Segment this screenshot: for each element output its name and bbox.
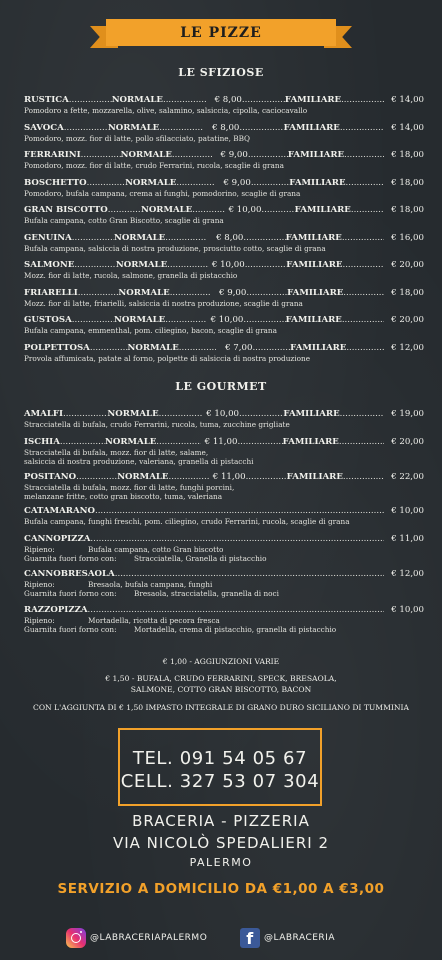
extras-line-1: € 1,00 - AGGIUNZIONI VARIE: [162, 657, 280, 666]
instagram-handle: @LABRACERIAPALERMO: [90, 933, 208, 943]
brand-name: BRACERIA - PIZZERIA: [132, 812, 310, 830]
filling-label: Ripieno:: [24, 580, 55, 589]
price-familiare: € 14,00: [391, 122, 425, 133]
menu-item-line: [24, 205, 424, 216]
dot-leader: [243, 315, 285, 325]
dot-leader: [72, 233, 114, 243]
price-single: € 11,00: [391, 534, 424, 544]
pizza-ingredients: Bufala campana, emmenthal, pom. ciliegino, bacon, scaglie di grana: [24, 326, 277, 335]
extras-line-3: SALMONE, COTTO GRAN BISCOTTO, BACON: [130, 685, 312, 694]
dot-leader: [341, 95, 384, 105]
instagram-link[interactable]: [66, 928, 207, 948]
pizza-ingredients-cont: melanzane fritte, cotto gran biscotto, tuma, valeriana: [24, 492, 223, 501]
dot-leader: [165, 315, 207, 325]
menu-item-line: [24, 123, 424, 134]
filling-value: Bresaola, bufala campana, funghi: [88, 580, 213, 589]
menu-item-line: [24, 178, 424, 189]
dot-leader: [76, 472, 117, 482]
topping-label: Guarnita fuori forno con:: [24, 625, 117, 634]
price-familiare: € 20,00: [391, 315, 424, 325]
facebook-icon: f: [240, 928, 260, 948]
size-familiare-label: FAMILIARE: [286, 260, 343, 270]
filling-value: Bufala campana, cotto Gran biscotto: [88, 545, 224, 554]
pizza-name: BOSCHETTO: [24, 177, 87, 188]
menu-item: [24, 437, 424, 466]
menu-item: [24, 409, 424, 429]
menu-item: [24, 315, 424, 335]
menu-item-line: [24, 534, 424, 545]
menu-item: [24, 534, 424, 563]
menu-item: [24, 605, 424, 634]
size-familiare-label: FAMILIARE: [287, 150, 345, 160]
dot-leader: [343, 472, 384, 482]
facebook-link[interactable]: [240, 928, 335, 948]
size-normal-label: NORMALE: [127, 342, 179, 353]
dot-leader: [192, 205, 225, 215]
dot-leader: [342, 315, 384, 325]
size-familiare-label: FAMILIARE: [283, 409, 340, 419]
menu-item-line: [24, 569, 424, 580]
dot-leader: [176, 178, 214, 188]
instagram-icon: [66, 928, 86, 948]
size-familiare-label: FAMILIARE: [285, 315, 342, 325]
contact-box: [118, 728, 322, 806]
menu-item: [24, 472, 424, 501]
menu-item: [24, 233, 424, 253]
dot-leader: [245, 260, 287, 270]
pizza-name: CATAMARANO: [24, 506, 95, 516]
pizza-ingredients: Bufala campana, cotto Gran Biscotto, scaglie di grana: [24, 216, 224, 225]
menu-item-line: [24, 409, 424, 420]
pizza-name: RAZZOPIZZA: [24, 605, 88, 615]
price-normal: € 11,00: [212, 472, 246, 482]
dot-leader: [346, 343, 384, 353]
dot-leader: [172, 150, 212, 160]
price-familiare: € 20,00: [391, 260, 425, 270]
price-familiare: € 18,00: [391, 287, 424, 298]
pizza-ingredients: Stracciatella di bufala, mozz. fior di latte, salame,: [24, 448, 209, 457]
filling-value: Mortadella, ricotta di pecora fresca: [88, 616, 220, 625]
dot-leader: [69, 95, 112, 105]
size-familiare-label: FAMILIARE: [283, 122, 340, 133]
size-familiare-label: FAMILIARE: [290, 342, 347, 353]
pizza-ingredients-cont: salsiccia di nostra produzione, valeriana, granella di pistacchi: [24, 457, 254, 466]
menu-item: [24, 150, 424, 170]
dot-leader: [163, 95, 206, 105]
pizza-ingredients: Mozz. fior di latte, rucola, salmone, granella di pistacchio: [24, 271, 238, 280]
extras-line-2: € 1,50 - BUFALA, CRUDO FERRARINI, SPECK, BRESAOLA,: [105, 674, 337, 683]
section-title-gourmet: LE GOURMET: [175, 380, 267, 393]
menu-item: [24, 569, 424, 598]
dot-leader: [167, 260, 209, 270]
topping-line: [24, 589, 424, 598]
pizza-ingredients: Pomodoro a fette, mozzarella, olive, salamino, salsiccia, cipolla, caciocavallo: [24, 106, 308, 115]
size-normal-label: NORMALE: [140, 205, 193, 215]
menu-item-line: [24, 315, 424, 326]
price-familiare: € 19,00: [391, 409, 425, 419]
pizza-ingredients: Bufala campana, funghi freschi, pom. ciliegino, crudo Ferrarini, rucola, scaglie di grana: [24, 517, 350, 526]
price-normal: € 10,00: [210, 315, 244, 325]
dot-leader: [246, 288, 287, 298]
dot-leader: [340, 409, 384, 419]
pizza-name: FRIARELLI: [24, 287, 78, 298]
pizza-name: GRAN BISCOTTO: [24, 205, 108, 215]
topping-label: Guarnita fuori forno con:: [24, 554, 117, 563]
menu-item: [24, 506, 424, 526]
menu-item: [24, 343, 424, 363]
menu-item-line: [24, 437, 424, 448]
size-normal-label: NORMALE: [107, 409, 159, 419]
menu-item-line: [24, 260, 424, 271]
topping-label: Guarnita fuori forno con:: [24, 589, 117, 598]
dot-leader: [340, 123, 384, 133]
pizza-name: ISCHIA: [24, 437, 60, 447]
dot-leader: [88, 605, 384, 615]
pizza-name: RUSTICA: [24, 95, 69, 105]
price-normal: € 8,00: [214, 95, 242, 105]
menu-item-line: [24, 288, 424, 299]
dot-leader: [351, 205, 384, 215]
dot-leader: [170, 288, 211, 298]
dot-leader: [72, 315, 114, 325]
dot-leader: [239, 123, 283, 133]
size-normal-label: NORMALE: [115, 260, 168, 270]
price-normal: € 9,00: [219, 287, 247, 298]
price-normal: € 8,00: [216, 232, 244, 243]
section-title-sfiziose: LE SFIZIOSE: [178, 66, 264, 79]
size-normal-label: NORMALE: [118, 287, 170, 298]
price-familiare: € 18,00: [391, 150, 425, 160]
menu-item: [24, 260, 424, 280]
size-familiare-label: FAMILIARE: [286, 472, 343, 482]
dot-leader: [64, 123, 108, 133]
menu-item-line: [24, 472, 424, 483]
size-normal-label: NORMALE: [113, 315, 166, 325]
dot-leader: [90, 343, 128, 353]
menu-item-line: [24, 150, 424, 161]
dot-leader: [115, 569, 384, 579]
menu-item-line: [24, 343, 424, 354]
dot-leader: [346, 178, 384, 188]
dot-leader: [63, 409, 107, 419]
dot-leader: [78, 288, 119, 298]
dot-leader: [252, 343, 290, 353]
menu-item-line: [24, 506, 424, 517]
dot-leader: [342, 233, 384, 243]
price-familiare: € 12,00: [391, 342, 424, 353]
size-familiare-label: FAMILIARE: [282, 437, 339, 447]
price-familiare: € 18,00: [391, 177, 424, 188]
dot-leader: [156, 437, 201, 447]
dot-leader: [87, 178, 125, 188]
dot-leader: [108, 205, 141, 215]
topping-value: Mortadella, crema di pistacchio, granella di pistacchio: [134, 625, 337, 634]
dot-leader: [95, 506, 384, 516]
brand-city: PALERMO: [189, 856, 253, 869]
dot-leader: [237, 437, 282, 447]
delivery-info: SERVIZIO A DOMICILIO DA €1,00 A €3,00: [57, 881, 385, 897]
pizza-name: SALMONE: [24, 260, 75, 270]
dot-leader: [74, 260, 116, 270]
dot-leader: [81, 150, 121, 160]
dot-leader: [251, 178, 289, 188]
dot-leader: [248, 150, 288, 160]
pizza-name: SAVOCA: [24, 122, 64, 133]
price-single: € 12,00: [391, 569, 424, 579]
dot-leader: [246, 472, 287, 482]
menu-item: [24, 178, 424, 198]
pizza-name: FERRARINI: [24, 150, 81, 160]
extras-line-4: CON L'AGGIUNTA DI € 1,50 IMPASTO INTEGRALE DI GRANO DURO SICILIANO DI TUMMINIA: [33, 703, 409, 712]
pizza-ingredients: Provola affumicata, patate al forno, polpette di salsiccia di nostra produzione: [24, 353, 311, 363]
pizza-ingredients: Pomodoro, mozz. fior di latte, pollo sfilacciato, patatine, BBQ: [24, 133, 250, 143]
topping-line: [24, 625, 424, 634]
topping-value: Stracciatella, Granella di pistacchio: [134, 554, 267, 563]
pizza-ingredients: Bufala campana, salsiccia di nostra produzione, prosciutto cotto, scaglie di grana: [24, 243, 326, 253]
dot-leader: [60, 437, 105, 447]
filling-line: [24, 580, 424, 589]
dot-leader: [342, 260, 384, 270]
price-normal: € 11,00: [204, 437, 238, 447]
price-familiare: € 22,00: [391, 472, 424, 482]
dot-leader: [242, 95, 285, 105]
menu-item: [24, 288, 424, 308]
pizza-name: CANNOPIZZA: [24, 534, 91, 544]
pizza-name: POSITANO: [24, 472, 77, 482]
dot-leader: [179, 343, 217, 353]
filling-label: Ripieno:: [24, 616, 55, 625]
filling-line: [24, 545, 424, 554]
dot-leader: [239, 409, 283, 419]
pizza-name: GUSTOSA: [24, 315, 72, 325]
price-normal: € 10,00: [228, 205, 262, 215]
price-normal: € 8,00: [212, 122, 240, 133]
size-normal-label: NORMALE: [113, 232, 166, 243]
pizza-name: AMALFI: [24, 409, 64, 419]
price-familiare: € 18,00: [391, 205, 425, 215]
size-familiare-label: FAMILIARE: [284, 95, 342, 105]
menu-title: LE PIZZE: [106, 19, 336, 46]
menu-item-line: [24, 233, 424, 244]
price-single: € 10,00: [391, 506, 424, 516]
pizza-ingredients: Pomodoro, bufala campana, crema ai funghi, pomodorino, scaglie di grana: [24, 188, 301, 198]
dot-leader: [339, 437, 384, 447]
price-familiare: € 16,00: [391, 232, 424, 243]
size-normal-label: NORMALE: [120, 150, 172, 160]
dot-leader: [344, 150, 384, 160]
pizza-ingredients: Stracciatella di bufala, crudo Ferrarini, rucola, tuma, zucchine grigliate: [24, 420, 290, 429]
phone-number[interactable]: TEL. 091 54 05 67: [132, 748, 308, 769]
size-normal-label: NORMALE: [111, 95, 163, 105]
dot-leader: [261, 205, 294, 215]
facebook-handle: @LABRACERIA: [264, 933, 335, 943]
price-normal: € 10,00: [206, 409, 240, 419]
pizza-ingredients: Stracciatella di bufala, mozz. fior di latte, funghi porcini,: [24, 483, 235, 492]
pizza-name: GENUINA: [24, 232, 72, 243]
dot-leader: [243, 233, 285, 243]
dot-leader: [159, 123, 203, 133]
dot-leader: [165, 233, 207, 243]
dot-leader: [159, 409, 203, 419]
topping-line: [24, 554, 424, 563]
menu-item: [24, 123, 424, 143]
pizza-ingredients: Mozz. fior di latte, friarielli, salsiccia di nostra produzione, scaglie di grana: [24, 298, 303, 308]
size-normal-label: NORMALE: [117, 472, 169, 482]
size-familiare-label: FAMILIARE: [289, 177, 346, 188]
brand-address: VIA NICOLÒ SPEDALIERI 2: [112, 834, 330, 852]
size-familiare-label: FAMILIARE: [294, 205, 351, 215]
price-normal: € 7,00: [225, 342, 253, 353]
mobile-number[interactable]: CELL. 327 53 07 304: [120, 771, 320, 792]
menu-item: [24, 95, 424, 115]
pizza-ingredients: Pomodoro, mozz. fior di latte, crudo Ferrarini, rucola, scaglie di grana: [24, 161, 284, 170]
pizza-name: POLPETTOSA: [24, 342, 90, 353]
dot-leader: [168, 472, 209, 482]
menu-item-line: [24, 95, 424, 106]
price-normal: € 9,00: [220, 150, 248, 160]
section-banner: [106, 19, 336, 49]
price-normal: € 9,00: [223, 177, 251, 188]
filling-line: [24, 616, 424, 625]
filling-label: Ripieno:: [24, 545, 55, 554]
size-normal-label: NORMALE: [107, 122, 160, 133]
price-normal: € 10,00: [211, 260, 245, 270]
price-single: € 10,00: [391, 605, 424, 615]
price-familiare: € 20,00: [391, 437, 424, 447]
size-normal-label: NORMALE: [125, 177, 177, 188]
price-familiare: € 14,00: [391, 95, 425, 105]
size-normal-label: NORMALE: [105, 437, 157, 447]
dot-leader: [343, 288, 384, 298]
pizza-name: CANNOBRESAOLA: [24, 569, 115, 579]
size-familiare-label: FAMILIARE: [285, 232, 342, 243]
size-familiare-label: FAMILIARE: [287, 287, 344, 298]
topping-value: Bresaola, stracciatella, granella di noci: [134, 589, 279, 598]
menu-item-line: [24, 605, 424, 616]
menu-item: [24, 205, 424, 225]
dot-leader: [90, 534, 384, 544]
